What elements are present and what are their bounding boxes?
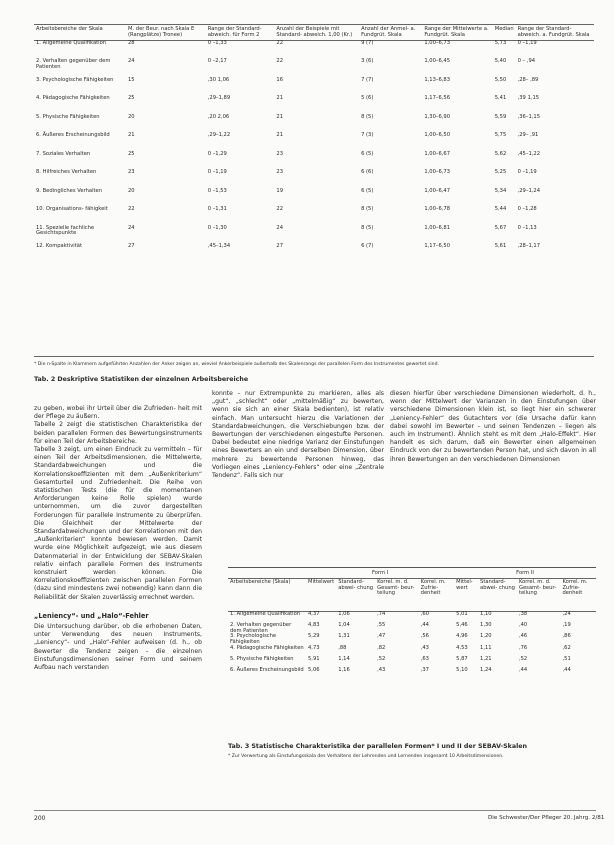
row-label-cell: 11. Spezielle fachliche Gesichtspunkte (36, 224, 95, 237)
value-cell: 0 –2,17 (207, 58, 227, 65)
table-2-footnote: * Die n-Spalte in Klammern aufgeführten Anzahlen der Anker zeigen an, wieviel Ankerbeispiele außerhalb des Skalenrangs der parallelen Form des Instrumentes gewertet sind. (34, 362, 439, 367)
value-cell: ,82 (377, 645, 386, 652)
value-cell: 5,01 (456, 610, 468, 617)
value-cell: 20 (128, 187, 135, 194)
text-column-middle (212, 390, 384, 480)
value-cell: 5,50 (494, 76, 507, 83)
value-cell: 1,13–6,83 (424, 76, 451, 83)
value-cell: 9 (7) (361, 39, 374, 46)
table-3-header-cell: Korrel. m. d. Gesamt- beur- teilung (375, 578, 419, 611)
table-2-caption: Tab. 2 Deskriptive Statistiken der einzelnen Arbeitsbereiche (34, 376, 249, 383)
value-cell: ,36–1,15 (517, 113, 541, 120)
table-row (34, 170, 594, 189)
value-cell: 22 (276, 39, 284, 46)
value-cell: 5,67 (494, 224, 507, 231)
value-cell: 8 (5) (361, 224, 374, 231)
value-cell: 6 (7) (361, 243, 374, 250)
value-cell: ,28–1,17 (517, 243, 541, 250)
table-3-header-cell: Mittelwert (306, 578, 336, 611)
table-row (34, 226, 594, 245)
table-2-header-cell: Anzahl der Anmel- a. Fundgrüt. Skala (361, 26, 416, 38)
page-number: 200 (34, 815, 46, 822)
paragraph: zu geben, wobei ihr Urteil über die Zufrieden- heit mit der Pflege zu äußern. (34, 405, 202, 421)
table-row (34, 115, 594, 134)
value-cell: ,60 (420, 610, 429, 617)
value-cell: 1,16 (338, 667, 350, 674)
value-cell: 1,30 (480, 621, 492, 628)
table-3-header-cell: Standard- abwei- chung (336, 578, 375, 611)
value-cell: 21 (276, 95, 284, 102)
value-cell: ,29–1,22 (207, 132, 231, 139)
value-cell: 5,06 (308, 667, 320, 674)
table-2-header-cell: Arbeitsbereiche der Skala (36, 26, 103, 32)
value-cell: 20 (128, 113, 135, 120)
value-cell: ,28– ,89 (517, 76, 539, 83)
table-row (228, 668, 596, 679)
value-cell: 8 (5) (361, 206, 374, 213)
table-2-header-cell: Anzahl der Beispiele mit Standard- abweich. 1,00 (Kr.) (276, 26, 353, 38)
value-cell: 0 –1,53 (207, 187, 227, 194)
value-cell: 27 (128, 243, 135, 250)
value-cell: 5,10 (456, 667, 468, 674)
value-cell: 7 (3) (361, 132, 374, 139)
value-cell: ,62 (562, 645, 571, 652)
row-label-cell: 4. Pädagogische Fähigkeiten (230, 645, 304, 652)
value-cell: ,19 (562, 621, 571, 628)
table-2-header-cell: Range der Standard- abweich. a. Fundgrüt. Skala (517, 26, 590, 38)
journal-reference: Die Schwester/Der Pfleger 20. Jahrg. 2/81 (488, 815, 605, 821)
value-cell: ,38 (518, 610, 528, 617)
table-row (34, 78, 594, 97)
paragraph: Tabelle 3 zeigt, um einen Eindruck zu vermitteln – für einen Teil der Arbeitsdimensionen, die Mittelwerte, Standardabweichungen und die Korrelationskoeffizienten mit dem „Außenkriterium“ Gesamturteil und Zufriedenheit. Die Reihe von statistischen Tests (die für die momentanen Anforderungen keine Rolle spielen) wurde unternommen, um die zuvor dargestellten Forderungen für parallele Instrumente zu überprüfen. Die Gleichheit der Mittelwerte der Standardabweichungen und der Korrelationen mit den „Außenkriterien“ konnte bewiesen werden. Damit wurde eine Möglichkeit aufgezeigt, wie aus diesem Datenmaterial in der Entwicklung der SEBAV-Skalen relativ einfach parallele Formen des Instruments konstruiert werden können. Die Korrelationskoeffizienten zwischen parallelen Formen (dazu sind mindestens zwei notwendig) kann dann die Reliabilität der Skalen zuverlässig errechnet werden. (34, 446, 202, 601)
value-cell: ,44 (562, 667, 571, 674)
value-cell: ,52 (518, 656, 528, 663)
paragraph: Tabelle 2 zeigt die statistischen Charakteristika der beiden parallelen Formen des Bewertungsinstruments für einen Teil der Arbeitsbereiche. (34, 421, 202, 445)
value-cell: 1,00–6,78 (424, 206, 451, 213)
value-cell: ,52 (377, 656, 386, 663)
row-label-cell: 9. Bedingliches Verhalten (36, 187, 103, 194)
value-cell: 22 (276, 58, 284, 65)
row-label-cell: 3. Psychologische Fähigkeiten (230, 633, 277, 646)
value-cell: ,63 (420, 656, 429, 663)
table-3-caption: Tab. 3 Statistische Charakteristika der parallelen Formen* I und II der SEBAV-Skalen (228, 743, 527, 750)
value-cell: 5,29 (308, 633, 320, 640)
value-cell: 5,59 (494, 113, 507, 120)
value-cell: 7 (7) (361, 76, 374, 83)
value-cell: 21 (276, 132, 284, 139)
value-cell: ,29– ,91 (517, 132, 539, 139)
value-cell: ,44 (518, 667, 528, 674)
value-cell: ,40 (518, 621, 528, 628)
value-cell: 0 –1,13 (517, 224, 537, 231)
value-cell: ,45–1,22 (517, 150, 541, 157)
value-cell: 1,00–6,73 (424, 169, 451, 176)
value-cell: ,43 (377, 667, 386, 674)
value-cell: 0 –1,19 (517, 169, 537, 176)
value-cell: 23 (276, 169, 284, 176)
value-cell: 0 –1,19 (207, 169, 227, 176)
text-column-right (390, 390, 596, 464)
value-cell: 5 (6) (361, 95, 374, 102)
value-cell: ,37 (420, 667, 429, 674)
table-3-header-cell: Mittel- wert (454, 578, 478, 611)
value-cell: 28 (128, 39, 135, 46)
row-label-cell: 5. Physische Fähigkeiten (230, 656, 294, 663)
table-3-header-cell: Korrel. m. d. Gesamt- beur- teilung (517, 578, 561, 611)
table-2-bottom-rule (34, 356, 594, 357)
value-cell: 5,46 (456, 621, 468, 628)
value-cell: 0 –1,30 (207, 224, 227, 231)
value-cell: ,51 (562, 656, 571, 663)
value-cell: 21 (276, 113, 284, 120)
table-3-header-cell: Arbeitsbereiche (Skala) (228, 578, 306, 611)
table-3-header-cell: Korrel. m. Zufrie- denheit (561, 578, 597, 611)
value-cell: 3 (6) (361, 58, 374, 65)
value-cell: 15 (128, 76, 135, 83)
table-row (34, 189, 594, 208)
table-row (228, 623, 596, 635)
table-row (34, 40, 594, 59)
value-cell: 1,10 (480, 610, 492, 617)
value-cell: 0 –1,31 (207, 206, 227, 213)
table-3-form-2-heading: Form II (454, 570, 596, 578)
value-cell: 6 (5) (361, 150, 374, 157)
value-cell: 5,75 (494, 132, 507, 139)
table-3-header-row (228, 578, 596, 611)
table-row (34, 133, 594, 152)
value-cell: 1,06 (338, 610, 350, 617)
table-3 (228, 570, 596, 679)
value-cell: 5,25 (494, 169, 507, 176)
value-cell: 1,31 (338, 633, 350, 640)
value-cell: ,39 1,15 (517, 95, 540, 102)
row-label-cell: 1. Allgemeine Qualifikation (230, 610, 301, 617)
value-cell: 5,62 (494, 150, 507, 157)
value-cell: 24 (276, 224, 284, 231)
value-cell: 22 (128, 206, 135, 213)
value-cell: 5,91 (308, 656, 320, 663)
value-cell: 1,30–6,90 (424, 113, 451, 120)
value-cell: ,88 (338, 645, 347, 652)
value-cell: 1,00–6,67 (424, 150, 451, 157)
value-cell: 6 (6) (361, 169, 374, 176)
value-cell: 0 –1,29 (207, 150, 227, 157)
value-cell: ,55 (377, 621, 386, 628)
row-label-cell: 2. Verhalten gegenüber dem Patienten (230, 621, 292, 634)
value-cell: 21 (128, 132, 135, 139)
value-cell: ,45–1,34 (207, 243, 231, 250)
value-cell: 5,73 (494, 39, 507, 46)
value-cell: 4,53 (456, 645, 468, 652)
value-cell: 4,73 (308, 645, 320, 652)
value-cell: 1,11 (480, 645, 492, 652)
row-label-cell: 10. Organisations- fähigkeit (36, 206, 108, 213)
value-cell: 5,44 (494, 206, 507, 213)
table-3-header-cell: Standard- abwei- chung (478, 578, 517, 611)
value-cell: 1,00–6,50 (424, 132, 451, 139)
value-cell: 1,17–6,56 (424, 95, 451, 102)
table-2-header-cell: Range der Standard- abweich. für Form 2 (207, 26, 262, 38)
value-cell: ,86 (562, 633, 571, 640)
table-2-header-cell: Range der Mittelwerte a. Fundgrüt. Skala (424, 26, 489, 38)
paragraph: konnte – nur Extrempunkte zu markieren, alles als „gut“, „schlecht“ oder „mittelmäßig“ zu bewerten, wenn sie sich an einer Skala bedienten), ist relativ einfach. Man untersucht hierzu die Variationen der Standardabweichungen, die Verschiebungen bzw. der Bewertungen der verschiedenen eingestufte Personen. Dabei bedeutet eine niedrige Varianz der Einstufungen eines Bewerters an ein und derselben Dimension, über mehrere zu bewertende Personen hinweg, das Vorliegen eines „Leniency-Fehlers“ oder eine „Zentrale Tendenz“. Falls sich nur (212, 390, 384, 480)
value-cell: 1,24 (480, 667, 492, 674)
value-cell: ,76 (518, 645, 528, 652)
value-cell: 19 (276, 187, 284, 194)
value-cell: 25 (128, 150, 135, 157)
value-cell: 0 – ,94 (517, 58, 536, 65)
table-3-blank-cell (228, 570, 306, 578)
table-row (34, 96, 594, 115)
table-2-header-cell: M. der Beur. nach Skala E (Rangplätze) Tronee) (128, 26, 195, 38)
value-cell: ,29–1,24 (517, 187, 541, 194)
table-2-header-cell: Median (494, 26, 514, 32)
value-cell: ,44 (420, 621, 429, 628)
value-cell: 24 (128, 224, 135, 231)
table-3-note: * Zur Verwertung als Einstufungsskala des Verhaltens der Lehrenden und Lernenden insgesamt 10 Arbeitsdimensionen. (228, 754, 504, 759)
table-row (34, 59, 594, 78)
table-row (34, 244, 594, 254)
value-cell: 4,37 (308, 610, 320, 617)
value-cell: 1,00–6,47 (424, 187, 451, 194)
table-row (34, 152, 594, 171)
row-label-cell: 6. Äußeres Erscheinungsbild (36, 132, 110, 139)
section-heading: „Leniency“- und „Halo“-Fehler (34, 611, 149, 620)
value-cell: ,29–1,89 (207, 95, 231, 102)
value-cell: 27 (276, 243, 284, 250)
value-cell: ,30 1,06 (207, 76, 230, 83)
row-label-cell: 8. Hilfreiches Verhalten (36, 169, 97, 176)
paragraph: diesen hierfür über verschiedene Dimensionen wiederholt, d. h., wenn der Mittelwert der Varianzen in den Einstufungen über verschiedene Dimensionen klein ist, so liegt hier ein schwerer „Leniency-Fehler“ des Gutachters vor (die Ursache dafür kann dabei sowohl im Bewerter – und seinen Tendenzen – liegen als auch im Instrument). Ähnlich steht es mit dem „Halo-Effekt“. Hier handelt es sich darum, daß ein Bewerter einen allgemeinen Eindruck von der zu bewertenden Person hat, und sich davon in all ihren Bewertungen an den verschiedenen Dimensionen (390, 390, 596, 463)
value-cell: 5,40 (494, 58, 507, 65)
value-cell: 0 –1,19 (517, 39, 537, 46)
value-cell: 4,96 (456, 633, 468, 640)
value-cell: 1,17–6,50 (424, 243, 451, 250)
row-label-cell: 2. Verhalten gegenüber dem Patienten (36, 58, 111, 70)
table-row (34, 207, 594, 226)
value-cell: ,74 (377, 610, 386, 617)
row-label-cell: 12. Kompaktivität (36, 243, 82, 250)
value-cell: 24 (128, 58, 135, 65)
table-3-form-1-heading: Form I (306, 570, 454, 578)
paragraph: Die Untersuchung darüber, ob die erhobenen Daten, unter Verwendung des neuen Instruments, „Leniency“- und „Halo“-Fehler aufweisen (d. h., ob Bewerter die Tendenz zeigen – die einzelnen Einstufungsdimensionen seiner Form und seinem Aufbau nach verstanden (34, 623, 202, 672)
row-label-cell: 5. Physische Fähigkeiten (36, 113, 100, 120)
text-column-left (34, 405, 202, 672)
value-cell: 23 (128, 169, 135, 176)
value-cell: 1,04 (338, 621, 350, 628)
value-cell: 6 (5) (361, 187, 374, 194)
value-cell: ,46 (518, 633, 528, 640)
row-label-cell: 7. Soziales Verhalten (36, 150, 91, 157)
value-cell: 1,14 (338, 656, 350, 663)
row-label-cell: 4. Pädagogische Fähigkeiten (36, 95, 110, 102)
row-label-cell: 6. Äußeres Erscheinungsbild (230, 667, 304, 674)
value-cell: 25 (128, 95, 135, 102)
value-cell: ,56 (420, 633, 429, 640)
table-2 (34, 26, 594, 254)
value-cell: 1,00–6,81 (424, 224, 451, 231)
value-cell: 1,00–6,45 (424, 58, 451, 65)
footer-rule (34, 810, 596, 811)
value-cell: 8 (5) (361, 113, 374, 120)
row-label-cell: 1. Allgemeine Qualifikation (36, 39, 107, 46)
value-cell: 5,41 (494, 95, 507, 102)
value-cell: 4,83 (308, 621, 320, 628)
value-cell: ,24 (562, 610, 571, 617)
value-cell: ,43 (420, 645, 429, 652)
value-cell: 5,34 (494, 187, 507, 194)
value-cell: 0 –1,28 (517, 206, 537, 213)
table-3-form-row (228, 570, 596, 578)
table-2-header-row (34, 26, 594, 40)
value-cell: ,20 2,06 (207, 113, 230, 120)
value-cell: 5,61 (494, 243, 507, 250)
value-cell: 16 (276, 76, 284, 83)
value-cell: 1,20 (480, 633, 492, 640)
value-cell: 5,87 (456, 656, 468, 663)
value-cell: 23 (276, 150, 284, 157)
value-cell: 1,21 (480, 656, 492, 663)
value-cell: 22 (276, 206, 284, 213)
table-3-header-cell: Korrel. m. Zufrie- denheit (419, 578, 454, 611)
value-cell: 1,00–6,73 (424, 39, 451, 46)
value-cell: ,47 (377, 633, 386, 640)
table-2-top-rule (34, 24, 594, 25)
row-label-cell: 3. Psychologische Fähigkeiten (36, 76, 114, 83)
value-cell: 0 –1,33 (207, 39, 227, 46)
